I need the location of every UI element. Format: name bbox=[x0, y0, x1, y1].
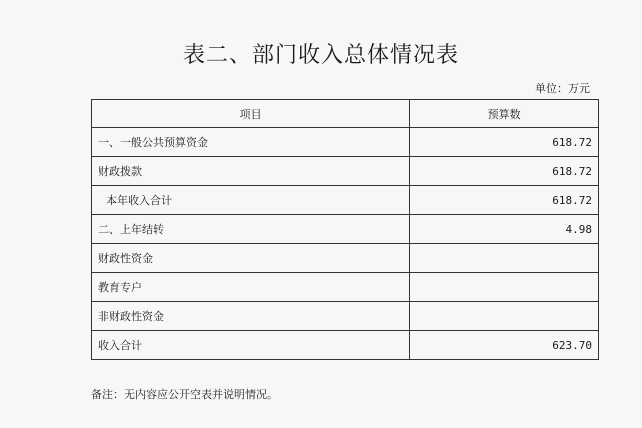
row-item: 财政性资金 bbox=[92, 244, 410, 273]
row-amount: 618.72 bbox=[410, 157, 599, 186]
income-table bbox=[91, 99, 599, 360]
table-row-total bbox=[92, 331, 599, 360]
row-item: 财政拨款 bbox=[92, 157, 410, 186]
table-row bbox=[92, 128, 599, 157]
table-row bbox=[92, 215, 599, 244]
table-row bbox=[92, 273, 599, 302]
row-item: 二、上年结转 bbox=[92, 215, 410, 244]
row-item: 收入合计 bbox=[92, 331, 410, 360]
row-amount bbox=[410, 302, 599, 331]
header-budget: 预算数 bbox=[410, 100, 599, 128]
row-amount: 618.72 bbox=[410, 128, 599, 157]
table-row bbox=[92, 157, 599, 186]
table-row bbox=[92, 186, 599, 215]
row-amount: 618.72 bbox=[410, 186, 599, 215]
row-amount: 4.98 bbox=[410, 215, 599, 244]
page-title: 表二、部门收入总体情况表 bbox=[182, 43, 459, 68]
table-header-row bbox=[92, 100, 599, 128]
row-item: 非财政性资金 bbox=[92, 302, 410, 331]
table-row bbox=[92, 244, 599, 273]
table-row bbox=[92, 302, 599, 331]
row-amount bbox=[410, 244, 599, 273]
row-amount: 623.70 bbox=[410, 331, 599, 360]
footnote: 备注：无内容应公开空表并说明情况。 bbox=[91, 388, 278, 401]
row-item: 教育专户 bbox=[92, 273, 410, 302]
row-item: 一、一般公共预算资金 bbox=[92, 128, 410, 157]
unit-label: 单位：万元 bbox=[535, 82, 590, 95]
row-item: 本年收入合计 bbox=[92, 186, 410, 215]
header-item: 项目 bbox=[92, 100, 410, 128]
row-amount bbox=[410, 273, 599, 302]
